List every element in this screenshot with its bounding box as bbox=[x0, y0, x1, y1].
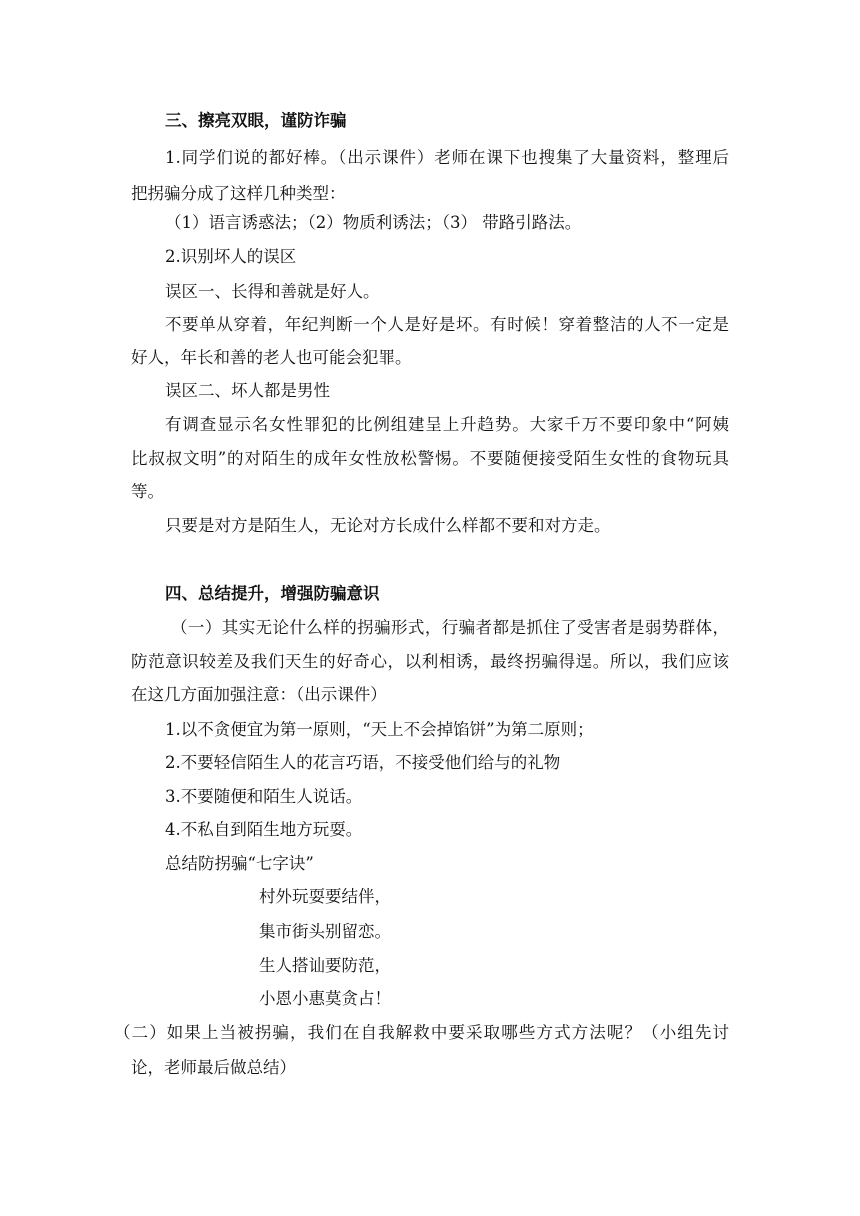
misconception-2-title: 误区二、坏人都是男性 bbox=[165, 381, 330, 400]
paragraph-line: 好人，年长和善的老人也可能会犯罪。 bbox=[131, 348, 412, 367]
paragraph-line: 1.同学们说的都好棒。（出示课件）老师在课下也搜集了大量资料，整理后 bbox=[165, 148, 729, 167]
subheading-2: 2.识别坏人的误区 bbox=[165, 247, 297, 266]
paragraph-line: 防范意识较差及我们天生的好奇心，以利相诱，最终拐骗得逞。所以，我们应该 bbox=[131, 652, 729, 671]
paragraph-line: 等。 bbox=[131, 482, 164, 501]
section-4-heading: 四、总结提升，增强防骗意识 bbox=[165, 584, 380, 603]
verse-line: 小恩小惠莫贪占！ bbox=[259, 989, 391, 1008]
section-3-heading: 三、擦亮双眼，谨防诈骗 bbox=[165, 111, 347, 130]
paragraph-line: 只要是对方是陌生人，无论对方长成什么样都不要和对方走。 bbox=[165, 516, 611, 535]
paragraph-line: 把拐骗分成了这样几种类型： bbox=[131, 184, 346, 203]
paragraph-line: 有调查显示名女性罪犯的比例组建呈上升趋势。大家千万不要印象中“阿姨 bbox=[165, 415, 729, 434]
paragraph-line: （一）其实无论什么样的拐骗形式，行骗者都是抓住了受害者是弱势群体， bbox=[171, 618, 729, 637]
verse-line: 村外玩耍要结伴， bbox=[259, 887, 391, 906]
paragraph-line: 比叔叔文明”的对陌生的成年女性放松警惕。不要随便接受陌生女性的食物玩具 bbox=[131, 449, 729, 468]
paragraph-line: 不要单从穿着，年纪判断一个人是好是坏。有时候！穿着整洁的人不一定是 bbox=[165, 315, 729, 334]
verse-title: 总结防拐骗“七字诀” bbox=[165, 854, 314, 873]
verse-line: 生人搭讪要防范， bbox=[259, 956, 391, 975]
fraud-types-line: （1）语言诱惑法；（2）物质利诱法；（3） 带路引路法。 bbox=[165, 213, 582, 232]
verse-line: 集市街头别留恋。 bbox=[259, 922, 391, 941]
rule-item: 1.以不贪便宜为第一原则，“天上不会掉馅饼”为第二原则； bbox=[165, 720, 594, 739]
paragraph-line: （二）如果上当被拐骗，我们在自我解救中要采取哪些方式方法呢？（小组先讨 bbox=[114, 1023, 729, 1042]
rule-item: 4.不私自到陌生地方玩耍。 bbox=[165, 820, 363, 839]
paragraph-line: 论，老师最后做总结） bbox=[131, 1058, 296, 1077]
misconception-1-title: 误区一、长得和善就是好人。 bbox=[165, 282, 380, 301]
rule-item: 2.不要轻信陌生人的花言巧语，不接受他们给与的礼物 bbox=[165, 753, 561, 772]
rule-item: 3.不要随便和陌生人说话。 bbox=[165, 787, 363, 806]
paragraph-line: 在这几方面加强注意：（出示课件） bbox=[131, 685, 387, 704]
